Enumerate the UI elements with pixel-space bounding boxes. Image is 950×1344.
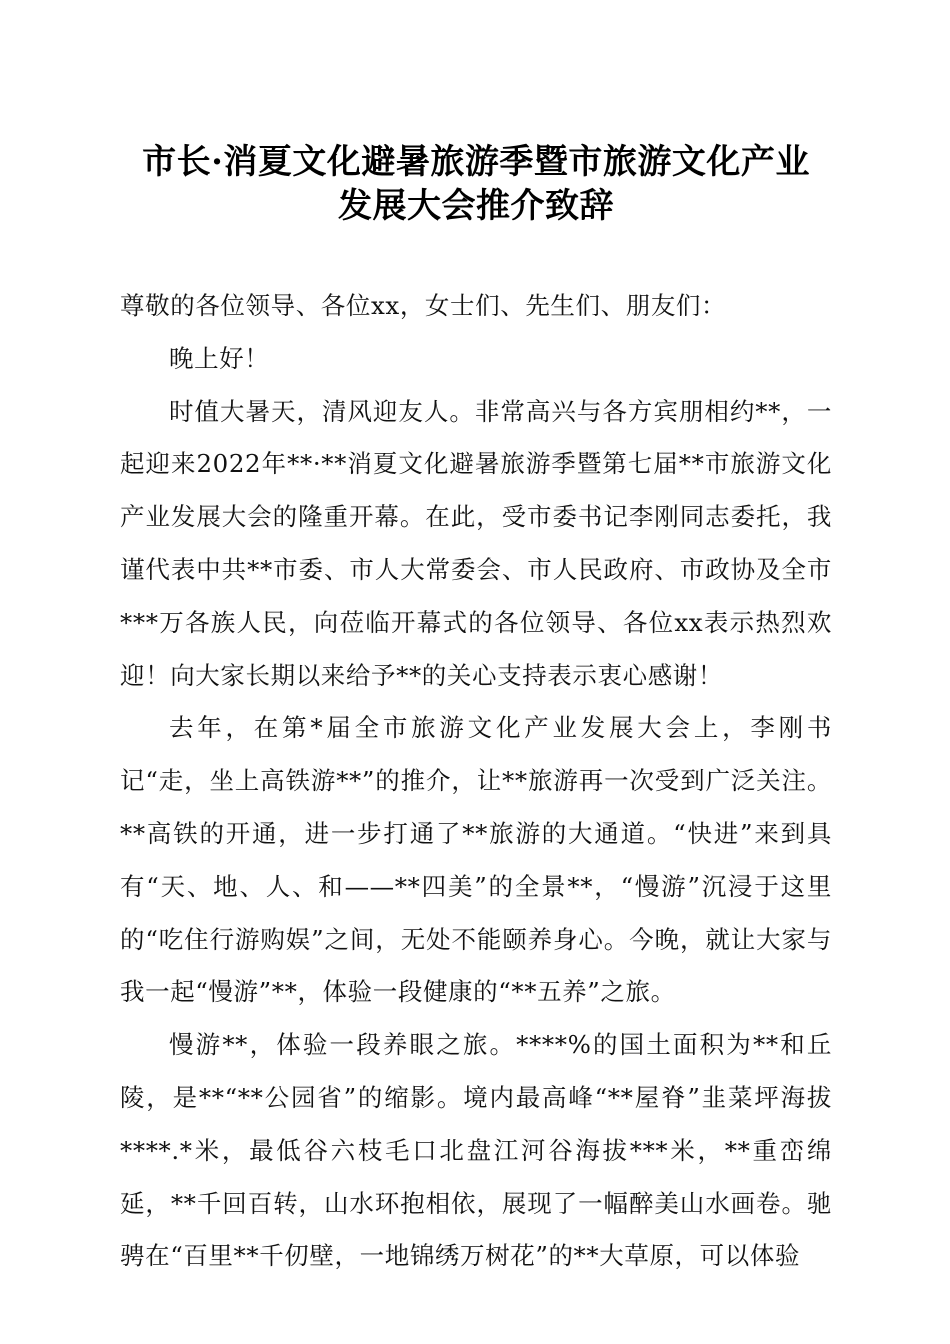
document-title bbox=[120, 140, 832, 228]
paragraph-2: 去年，在第*届全市旅游文化产业发展大会上，李刚书记“走，坐上高铁游**”的推介，让**旅游再一次受到广泛关注。**高铁的开通，进一步打通了**旅游的大通道。“快进”来到具有“天、地、人、和——**四美”的全景**，“慢游”沉浸于这里的“吃住行游购娱”之间，无处不能颐养身心。今晚，就让大家与我一起“慢游”**，体验一段健康的“**五养”之旅。 bbox=[120, 713, 832, 1007]
paragraph-1: 时值大暑天，清风迎友人。非常高兴与各方宾朋相约**，一起迎来2022年**·**消夏文化避暑旅游季暨第七届**市旅游文化产业发展大会的隆重开幕。在此，受市委书记李刚同志委托，我谨代表中共**市委、市人大常委会、市人民政府、市政协及全市***万各族人民，向莅临开幕式的各位领导、各位xx表示热烈欢迎！向大家长期以来给予**的关心支持表示衷心感谢！ bbox=[120, 396, 832, 690]
paragraph-3: 慢游**，体验一段养眼之旅。****%的国土面积为**和丘陵，是**“**公园省”的缩影。境内最高峰“**屋脊”韭菜坪海拔****.*米，最低谷六枝毛口北盘江河谷海拔***米，**重峦绵延，**千回百转，山水环抱相依，展现了一幅醉美山水画卷。驰骋在“百里**千仞壁，一地锦绣万树花”的**大草原，可以体验 bbox=[120, 1030, 832, 1271]
document-body bbox=[120, 280, 832, 1283]
title-line-2: 发展大会推介致辞 bbox=[338, 186, 614, 226]
greeting: 晚上好！ bbox=[169, 343, 270, 373]
salutation: 尊敬的各位领导、各位xx，女士们、先生们、朋友们： bbox=[120, 291, 727, 320]
title-line-1: 市长·消夏文化避暑旅游季暨市旅游文化产业 bbox=[142, 142, 810, 182]
